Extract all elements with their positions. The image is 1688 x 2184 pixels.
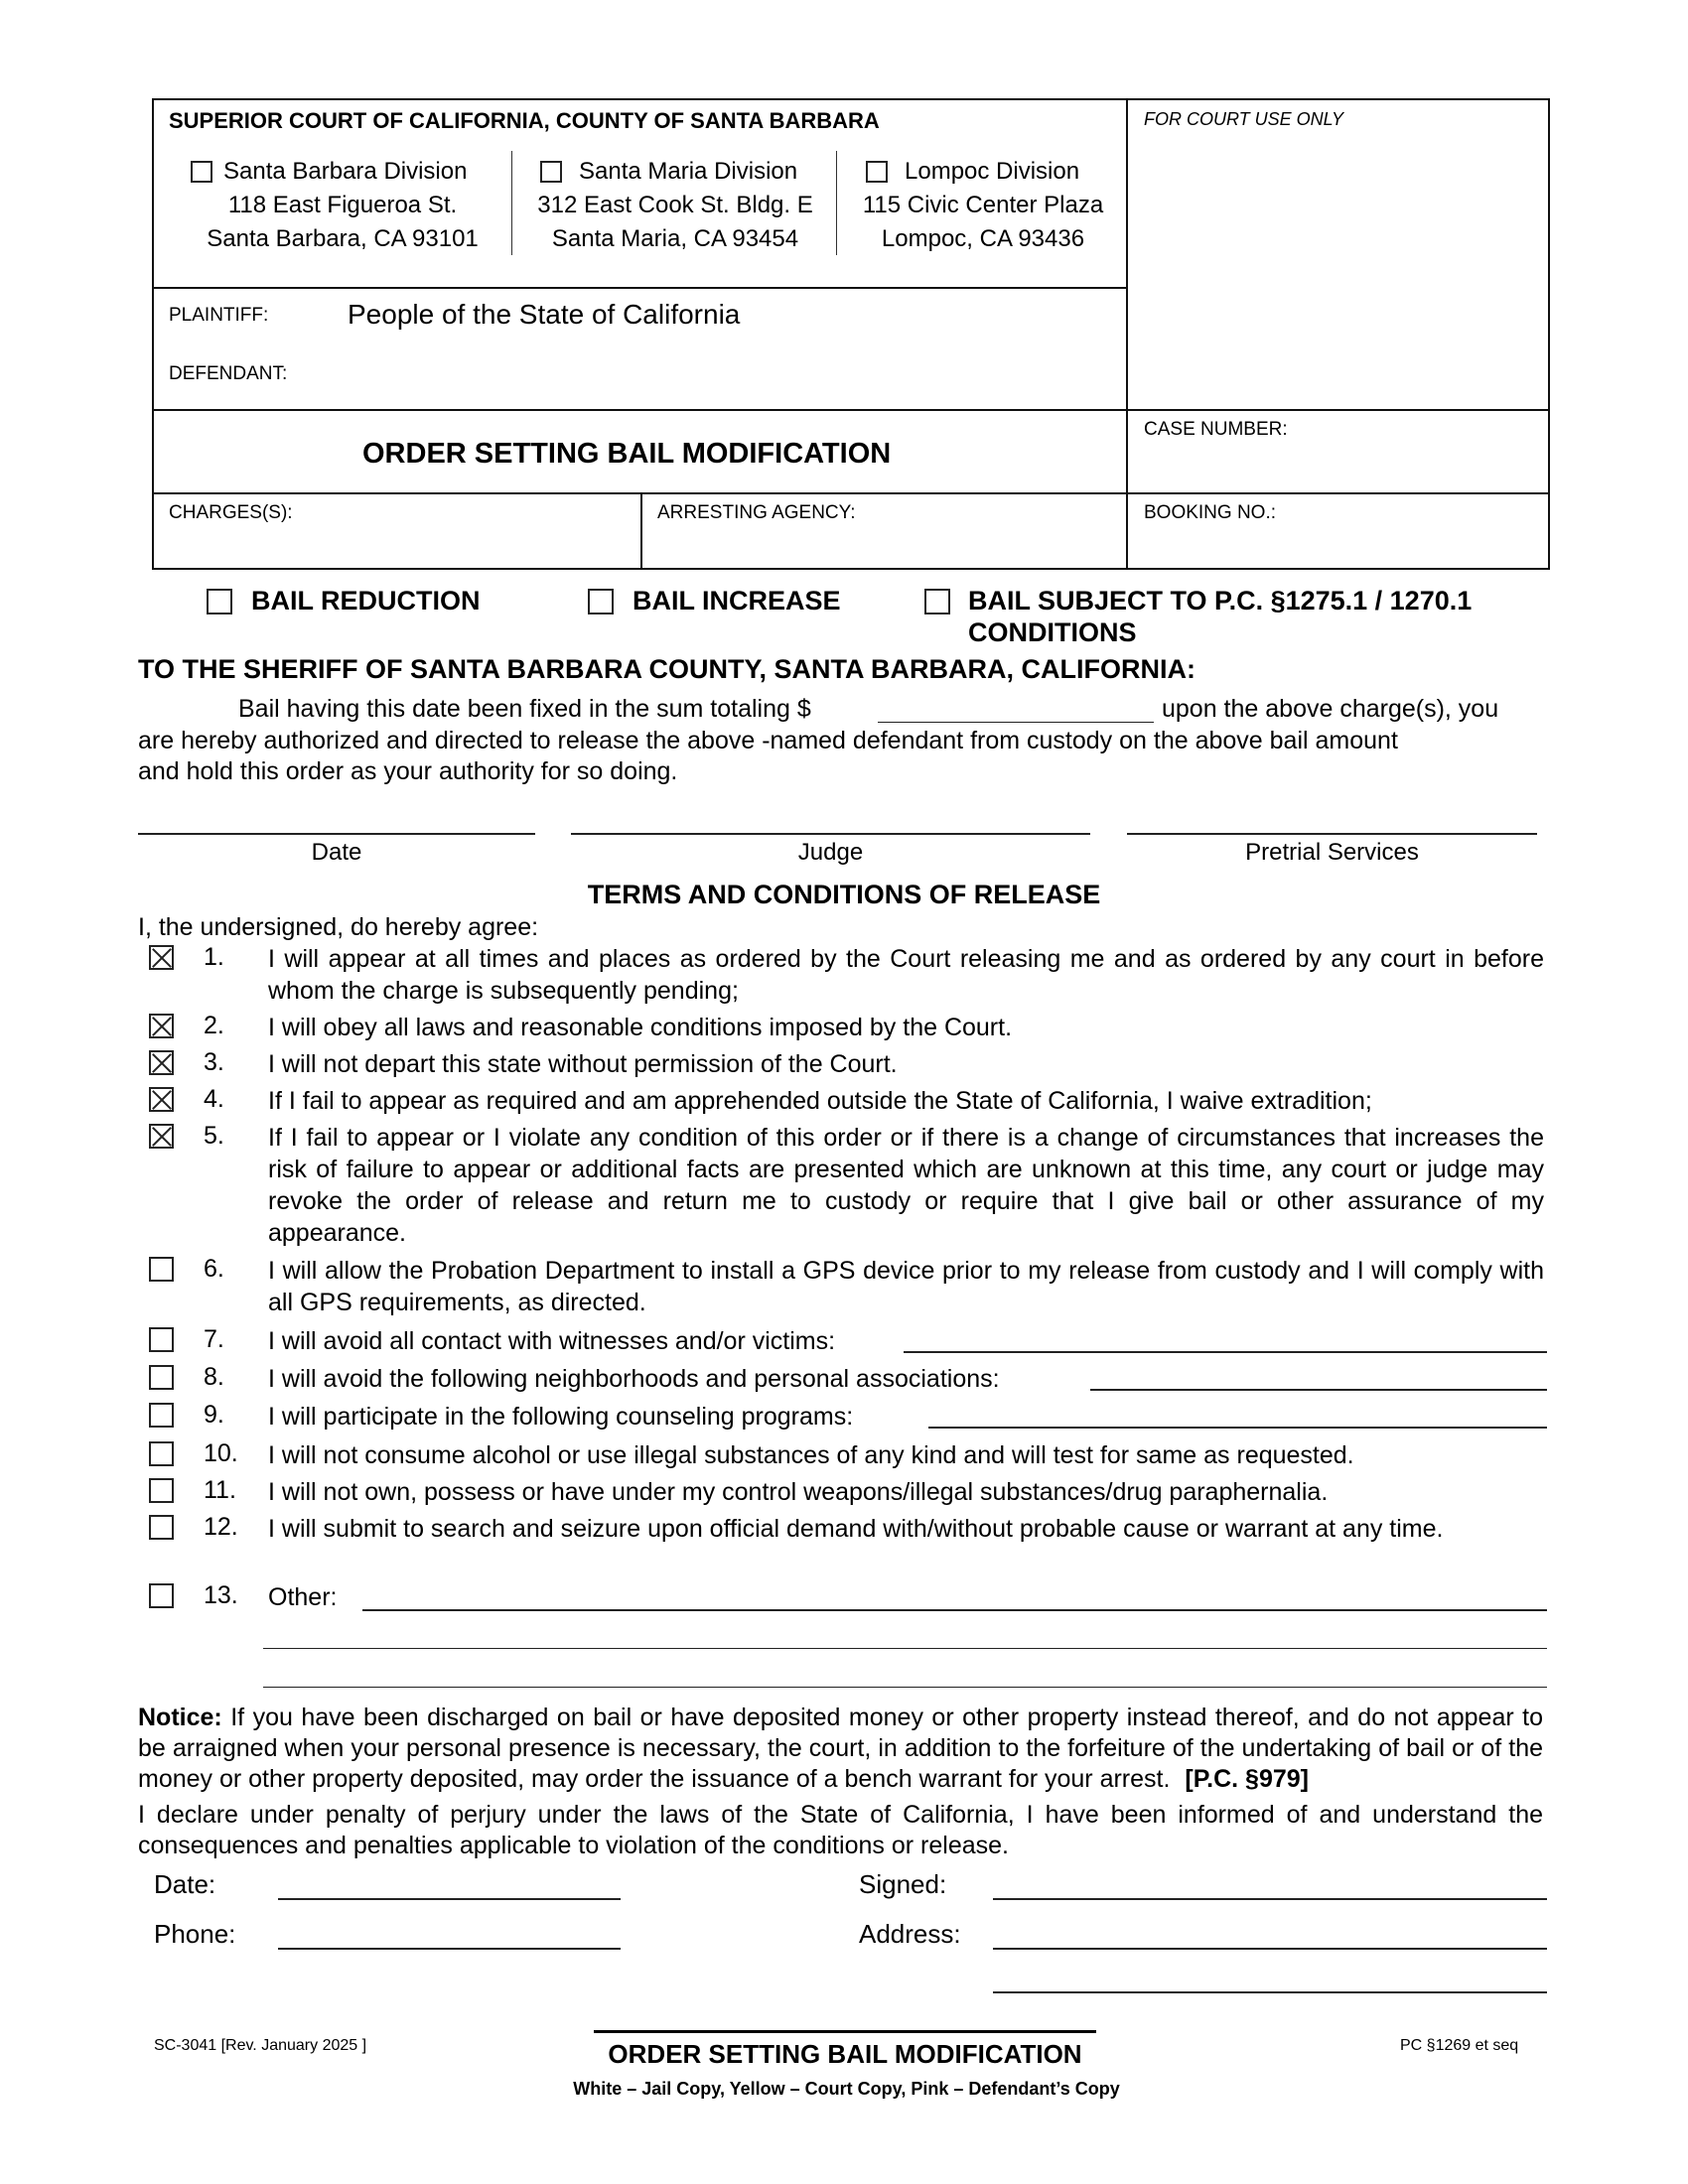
term-checkbox-4[interactable] — [149, 1087, 174, 1112]
court-name: SUPERIOR COURT OF CALIFORNIA, COUNTY OF SANTA BARBARA — [169, 108, 880, 133]
term-text: If I fail to appear or I violate any condition of this order or if there is a change of circumstances that increases the risk of failure to appear or additional facts are presented which are unknown at this time, any court or judge may revoke the order of release and return me to custody or require that I give bail or other assurance of my appearance. — [268, 1124, 1544, 1247]
term-number: 9. — [204, 1401, 224, 1429]
division-name: Lompoc Division — [905, 158, 1080, 185]
term-text: I will not own, possess or have under my control weapons/illegal substances/drug paraphernalia. — [268, 1478, 1329, 1506]
term-number: 1. — [204, 943, 224, 971]
term-checkbox-5[interactable] — [149, 1124, 174, 1149]
division-checkbox-santa-barbara[interactable] — [191, 161, 212, 183]
divider — [152, 492, 1550, 494]
neighborhoods-field-line[interactable] — [1090, 1389, 1547, 1391]
bail-amount-line[interactable] — [878, 722, 1154, 723]
bail-reduction-label: BAIL REDUCTION — [251, 586, 481, 615]
term-number: 13. — [204, 1581, 238, 1609]
other-field-line[interactable] — [362, 1609, 1547, 1611]
division-name: Santa Maria Division — [579, 158, 798, 185]
division-name: Santa Barbara Division — [223, 158, 468, 185]
order-line-2: are hereby authorized and directed to release the above -named defendant from custody on the above bail amount — [138, 727, 1398, 754]
term-text: I will not consume alcohol or use illegal substances of any kind and will test for same as requested. — [268, 1441, 1354, 1469]
footer-rule — [594, 2030, 1096, 2033]
term-checkbox-10[interactable] — [149, 1441, 174, 1466]
counseling-field-line[interactable] — [928, 1427, 1547, 1429]
notice-block — [138, 1703, 1543, 1795]
plaintiff-value[interactable]: People of the State of California — [348, 299, 741, 330]
division-checkbox-santa-maria[interactable] — [540, 161, 562, 183]
form-title: ORDER SETTING BAIL MODIFICATION — [362, 438, 892, 470]
term-number: 7. — [204, 1325, 224, 1353]
plaintiff-label: PLAINTIFF: — [169, 305, 269, 326]
sig-address-line[interactable] — [993, 1948, 1547, 1950]
arresting-agency-label: ARRESTING AGENCY: — [657, 502, 856, 523]
term-number: 12. — [204, 1513, 238, 1541]
witnesses-field-line[interactable] — [904, 1351, 1547, 1353]
term-number: 4. — [204, 1085, 224, 1113]
term-text: I will not depart this state without permission of the Court. — [268, 1050, 898, 1078]
term-checkbox-12[interactable] — [149, 1515, 174, 1540]
notice-label: Notice: — [138, 1704, 222, 1731]
term-checkbox-7[interactable] — [149, 1327, 174, 1352]
term-checkbox-13[interactable] — [149, 1583, 174, 1608]
term-checkbox-6[interactable] — [149, 1257, 174, 1282]
term-text: I will obey all laws and reasonable conditions imposed by the Court. — [268, 1014, 1013, 1041]
divider — [836, 151, 837, 255]
booking-label: BOOKING NO.: — [1144, 502, 1277, 523]
bail-increase-checkbox[interactable] — [588, 589, 614, 614]
divider — [511, 151, 512, 255]
divider — [1126, 98, 1128, 570]
footer-copies: White – Jail Copy, Yellow – Court Copy, Pink – Defendant’s Copy — [573, 2079, 1120, 2099]
term-number: 11. — [204, 1476, 236, 1504]
term-number: 8. — [204, 1363, 224, 1391]
declaration: I declare under penalty of perjury under the laws of the State of California, I have been informed of and understand the consequences and penalties applicable to violation of the conditions or release. — [138, 1801, 1543, 1859]
term-number: 5. — [204, 1122, 224, 1150]
notice-text: If you have been discharged on bail or have deposited money or other property instead thereof, and do not appear to be arraigned when your personal presence is necessary, the court, in addition to the forfeiture of the undertaking of bail or of the money or other property deposited, may order the issuance of a bench warrant for your arrest. — [138, 1704, 1543, 1793]
divider — [640, 492, 642, 570]
pretrial-caption: Pretrial Services — [1245, 839, 1419, 866]
term-checkbox-2[interactable] — [149, 1014, 174, 1038]
date-signature-line[interactable] — [138, 833, 535, 835]
term-checkbox-3[interactable] — [149, 1050, 174, 1075]
sig-signed-label: Signed: — [859, 1869, 947, 1899]
division-street: 312 East Cook St. Bldg. E — [537, 192, 813, 218]
division-city: Santa Barbara, CA 93101 — [207, 225, 479, 252]
case-number-label: CASE NUMBER: — [1144, 419, 1288, 440]
term-checkbox-9[interactable] — [149, 1403, 174, 1428]
footer-title: ORDER SETTING BAIL MODIFICATION — [608, 2039, 1082, 2069]
division-street: 115 Civic Center Plaza — [862, 192, 1104, 218]
court-use-label: FOR COURT USE ONLY — [1144, 109, 1344, 129]
term-text: I will allow the Probation Department to install a GPS device prior to my release from custody and I will comply with all GPS requirements, as directed. — [268, 1257, 1544, 1316]
term-text: I will participate in the following counseling programs: — [268, 1403, 854, 1431]
term-text: I will avoid all contact with witnesses and/or victims: — [268, 1327, 836, 1355]
bail-subject-label: BAIL SUBJECT TO P.C. §1275.1 / 1270.1 — [968, 586, 1473, 615]
sig-date-line[interactable] — [278, 1898, 621, 1900]
footer-code: PC §1269 et seq — [1400, 2037, 1519, 2054]
other-field-line-3[interactable] — [263, 1687, 1547, 1688]
term-number: 6. — [204, 1255, 224, 1283]
terms-title: TERMS AND CONDITIONS OF RELEASE — [587, 880, 1101, 909]
defendant-label: DEFENDANT: — [169, 363, 288, 384]
division-city: Lompoc, CA 93436 — [881, 225, 1085, 252]
pretrial-signature-line[interactable] — [1127, 833, 1537, 835]
term-text: I will appear at all times and places as ordered by the Court releasing me and as ordered by any court in before whom the charge is subsequently pending; — [268, 945, 1544, 1005]
bail-reduction-checkbox[interactable] — [207, 589, 232, 614]
order-line-3: and hold this order as your authority for so doing. — [138, 757, 678, 785]
sig-signed-line[interactable] — [993, 1898, 1547, 1900]
division-city: Santa Maria, CA 93454 — [551, 225, 799, 252]
other-field-line-2[interactable] — [263, 1648, 1547, 1649]
order-line-1b: upon the above charge(s), you — [1162, 695, 1499, 723]
sig-phone-line[interactable] — [278, 1948, 621, 1950]
term-checkbox-1[interactable] — [149, 945, 174, 970]
bail-subject-label-2: CONDITIONS — [968, 617, 1137, 647]
judge-signature-line[interactable] — [571, 833, 1090, 835]
sig-phone-label: Phone: — [154, 1919, 236, 1949]
division-checkbox-lompoc[interactable] — [866, 161, 888, 183]
term-number: 2. — [204, 1012, 224, 1039]
form-id: SC-3041 [Rev. January 2025 ] — [154, 2037, 367, 2054]
charges-label: CHARGES(S): — [169, 502, 293, 523]
to-sheriff: TO THE SHERIFF OF SANTA BARBARA COUNTY, SANTA BARBARA, CALIFORNIA: — [138, 654, 1196, 684]
order-line-1a: Bail having this date been fixed in the sum totaling $ — [238, 695, 811, 723]
term-checkbox-11[interactable] — [149, 1478, 174, 1503]
term-text: Other: — [268, 1583, 338, 1611]
notice-citation: [P.C. §979] — [1185, 1765, 1309, 1793]
term-checkbox-8[interactable] — [149, 1365, 174, 1390]
divider — [152, 287, 1128, 289]
bail-subject-checkbox[interactable] — [924, 589, 950, 614]
divider — [152, 409, 1550, 411]
judge-caption: Judge — [797, 839, 864, 866]
sig-address-line-2[interactable] — [993, 1991, 1547, 1993]
date-caption: Date — [311, 839, 362, 866]
division-street: 118 East Figueroa St. — [227, 192, 458, 218]
bail-increase-label: BAIL INCREASE — [633, 586, 841, 615]
term-text: I will submit to search and seizure upon official demand with/without probable cause or warrant at any time. — [268, 1515, 1444, 1543]
term-text: I will avoid the following neighborhoods and personal associations: — [268, 1365, 1000, 1393]
term-text: If I fail to appear as required and am apprehended outside the State of California, I waive extradition; — [268, 1087, 1372, 1115]
sig-address-label: Address: — [859, 1919, 961, 1949]
term-number: 3. — [204, 1048, 224, 1076]
term-number: 10. — [204, 1439, 238, 1467]
terms-intro: I, the undersigned, do hereby agree: — [138, 913, 539, 941]
sig-date-label: Date: — [154, 1869, 216, 1899]
